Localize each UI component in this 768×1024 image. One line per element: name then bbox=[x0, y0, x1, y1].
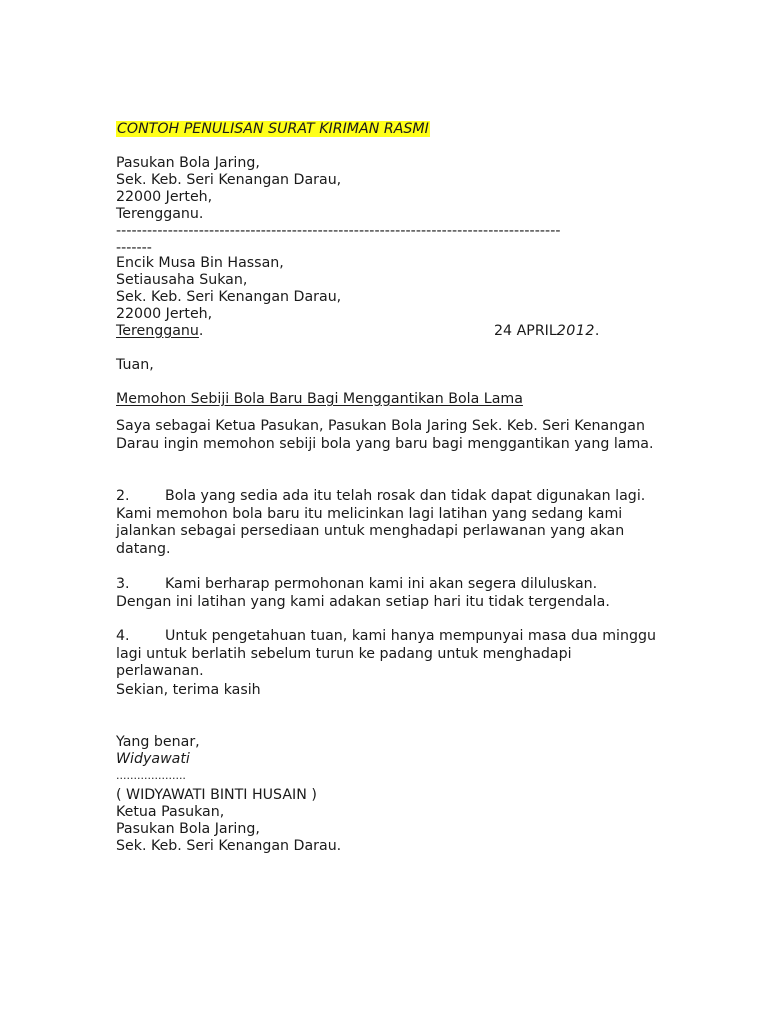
recipient-line-2: Setiausaha Sukan, bbox=[116, 272, 248, 288]
recipient-state-punct: . bbox=[198, 323, 204, 339]
letter-date bbox=[494, 322, 599, 340]
paragraph-3-text: Kami berharap permohonan kami ini akan segera diluluskan. Dengan ini latihan yang kami adakan setiap hari itu tidak tergendala. bbox=[116, 576, 610, 610]
recipient-line-4: 22000 Jerteh, bbox=[116, 306, 213, 322]
recipient-state-line bbox=[116, 322, 203, 340]
date-year: 2012 bbox=[556, 323, 595, 339]
signatory-name: ( WIDYAWATI BINTI HUSAIN ) bbox=[116, 787, 317, 803]
body-paragraph-4 bbox=[116, 628, 656, 681]
paragraph-3-number: 3. bbox=[116, 576, 130, 592]
signatory-title-2: Pasukan Bola Jaring, bbox=[116, 821, 260, 837]
signatory-title-1: Ketua Pasukan, bbox=[116, 804, 225, 820]
sender-line-4: Terengganu. bbox=[116, 206, 204, 222]
separator-line-1: -------------------------------------------------------------------------------------- bbox=[116, 223, 561, 239]
sender-line-3: 22000 Jerteh, bbox=[116, 189, 213, 205]
subject-text: Memohon Sebiji Bola Baru Bagi Menggantikan Bola Lama bbox=[116, 391, 523, 407]
signatory-title-3: Sek. Keb. Seri Kenangan Darau. bbox=[116, 838, 342, 854]
recipient-line-3: Sek. Keb. Seri Kenangan Darau, bbox=[116, 289, 342, 305]
yang-benar: Yang benar, bbox=[116, 734, 200, 750]
sender-line-2: Sek. Keb. Seri Kenangan Darau, bbox=[116, 172, 342, 188]
signature-dots: .................... bbox=[116, 769, 186, 782]
highlighted-heading: CONTOH PENULISAN SURAT KIRIMAN RASMI bbox=[117, 121, 429, 137]
paragraph-4-text: Untuk pengetahuan tuan, kami hanya mempunyai masa dua minggu lagi untuk berlatih sebelum turun ke padang untuk menghadapi perlawanan. bbox=[116, 628, 656, 679]
date-punct: . bbox=[594, 323, 600, 339]
recipient-line-1: Encik Musa Bin Hassan, bbox=[116, 255, 284, 271]
body-paragraph-2 bbox=[116, 488, 656, 558]
body-paragraph-3 bbox=[116, 576, 656, 611]
subject-line bbox=[116, 390, 523, 408]
signature: Widyawati bbox=[116, 751, 190, 767]
paragraph-2-number: 2. bbox=[116, 488, 130, 504]
paragraph-2-text: Bola yang sedia ada itu telah rosak dan tidak dapat digunakan lagi. Kami memohon bola baru itu melicinkan lagi latihan yang sedang kami jalankan sebagai persediaan untuk menghadapi perlawanan yang akan datang. bbox=[116, 488, 646, 557]
salutation: Tuan, bbox=[116, 357, 154, 373]
sender-line-1: Pasukan Bola Jaring, bbox=[116, 155, 260, 171]
paragraph-4-number: 4. bbox=[116, 628, 130, 644]
recipient-state: Terengganu bbox=[116, 323, 199, 339]
document-heading bbox=[116, 120, 430, 138]
date-day-month: 24 APRIL bbox=[494, 323, 557, 339]
separator-line-2: ------- bbox=[116, 240, 152, 256]
closing-line: Sekian, terima kasih bbox=[116, 682, 261, 698]
body-intro: Saya sebagai Ketua Pasukan, Pasukan Bola Jaring Sek. Keb. Seri Kenangan Darau ingin memohon sebiji bola yang baru bagi menggantikan yang lama. bbox=[116, 418, 654, 452]
